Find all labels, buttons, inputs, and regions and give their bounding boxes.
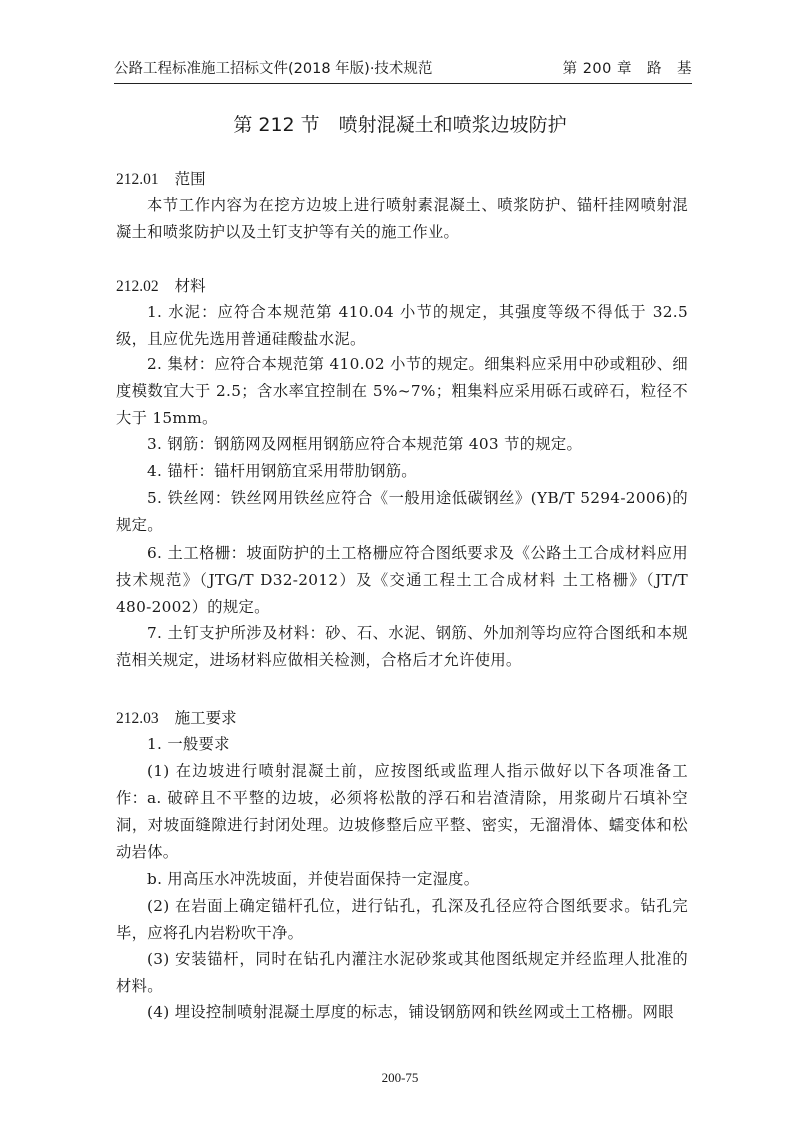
paragraph: (2) 在岩面上确定锚杆孔位，进行钻孔，孔深及孔径应符合图纸要求。钻孔完毕，应将孔内岩粉吹干净。 [116, 897, 688, 942]
page-number: 200-75 [381, 1070, 419, 1085]
section-name: 范围 [174, 170, 206, 188]
section-name: 材料 [174, 277, 206, 295]
paragraph: (1) 在边坡进行喷射混凝土前，应按图纸或监理人指示做好以下各项准备工作： [116, 762, 688, 807]
section-heading-212-03 [116, 706, 237, 728]
paragraph: 3. 钢筋：钢筋网及网框用钢筋应符合本规范第 403 节的规定。 [147, 435, 583, 453]
paragraph: 本节工作内容为在挖方边坡上进行喷射素混凝土、喷浆防护、锚杆挂网喷射混凝土和喷浆防护以及土钉支护等有关的施工作业。 [116, 196, 688, 241]
section-heading-212-01 [116, 167, 206, 189]
section-heading-212-02 [116, 274, 206, 296]
section-number: 212.03 [116, 710, 159, 727]
section-title: 第 212 节 喷射混凝土和喷浆边坡防护 [233, 114, 567, 136]
paragraph: 4. 锚杆：锚杆用钢筋宜采用带肋钢筋。 [147, 462, 417, 480]
running-header [114, 56, 692, 84]
header-chapter: 第 200 章 路 基 [562, 61, 692, 77]
paragraph: a. 破碎且不平整的边坡，必须将松散的浮石和岩渣清除，用浆砌片石填补空洞，对坡面缝隙进行封闭处理。边坡修整后应平整、密实，无溜滑体、蠕变体和松动岩体。 [116, 789, 688, 861]
paragraph: b. 用高压水冲洗坡面，并使岩面保持一定湿度。 [147, 870, 480, 888]
paragraph: (3) 安装锚杆，同时在钻孔内灌注水泥砂浆或其他图纸规定并经监理人批准的材料。 [116, 950, 688, 995]
header-document-title: 公路工程标准施工招标文件(2018 年版)·技术规范 [114, 61, 433, 77]
paragraph: 1. 一般要求 [147, 735, 230, 753]
paragraph: (4) 埋设控制喷射混凝土厚度的标志，铺设钢筋网和铁丝网或土工格栅。网眼 [147, 1003, 674, 1021]
paragraph: 5. 铁丝网：铁丝网用铁丝应符合《一般用途低碳钢丝》(YB/T 5294-2006)的规定。 [116, 489, 688, 534]
paragraph: 2. 集材：应符合本规范第 410.02 小节的规定。细集料应采用中砂或粗砂、细度模数宜大于 2.5；含水率宜控制在 5%~7%；粗集料应采用砾石或碎石，粒径不大于 15mm。 [116, 355, 688, 427]
paragraph: 1. 水泥：应符合本规范第 410.04 小节的规定，其强度等级不得低于 32.5 级，且应优先选用普通硅酸盐水泥。 [116, 303, 688, 348]
paragraph: 7. 土钉支护所涉及材料：砂、石、水泥、钢筋、外加剂等均应符合图纸和本规范相关规定，进场材料应做相关检测，合格后才允许使用。 [116, 624, 688, 669]
section-number: 212.01 [116, 171, 159, 188]
section-number: 212.02 [116, 278, 159, 295]
section-name: 施工要求 [174, 709, 237, 727]
paragraph: 6. 土工格栅：坡面防护的土工格栅应符合图纸要求及《公路土工合成材料应用技术规范》（JTG/T D32-2012）及《交通工程土工合成材料 土工格栅》（JT/T 480-2002）的规定。 [116, 544, 688, 616]
